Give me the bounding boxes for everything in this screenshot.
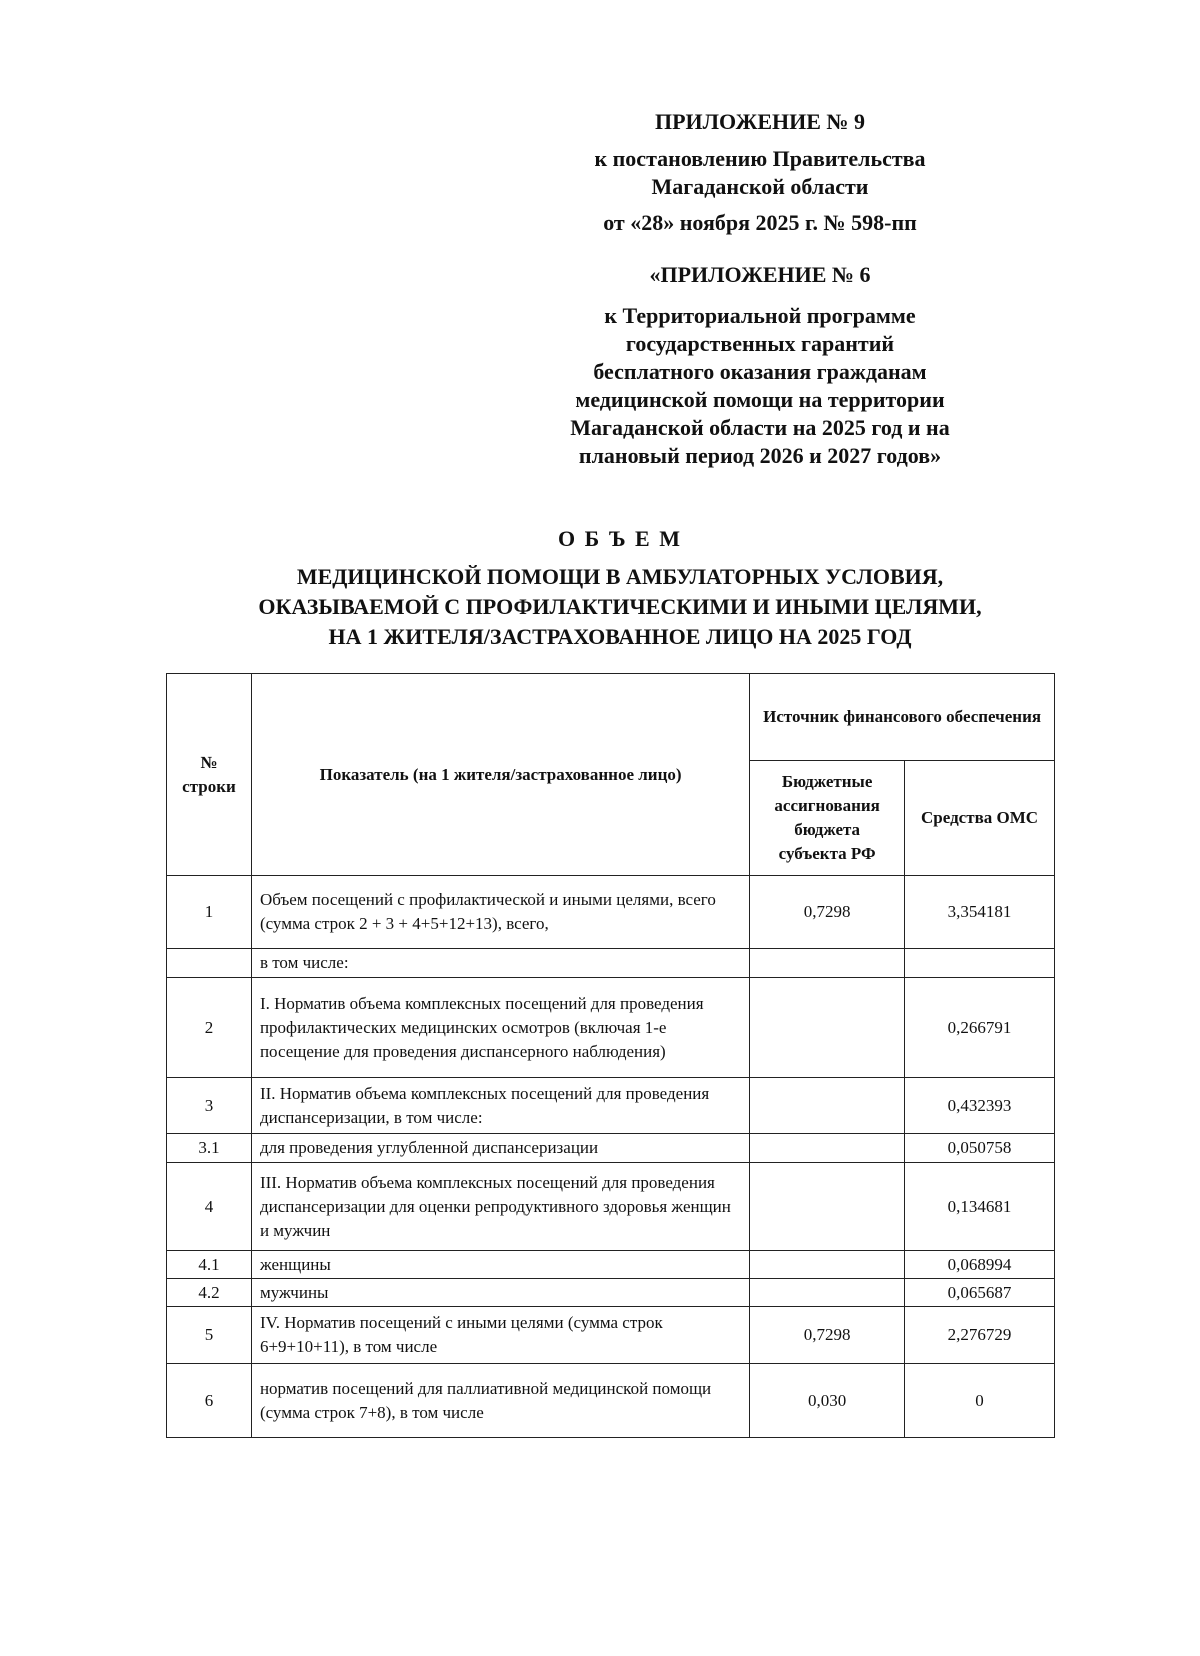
row-budget-value [750,1279,905,1307]
program-line: бесплатного оказания гражданам [593,359,927,384]
program-line: плановый период 2026 и 2027 годов» [578,443,942,468]
row-indicator: мужчины [251,1279,749,1307]
row-number: 3.1 [167,1134,252,1163]
row-budget-value: 0,030 [750,1364,905,1438]
appendix-9-heading: ПРИЛОЖЕНИЕ № 9 [654,109,866,134]
program-line: к Территориальной программе [604,303,916,328]
table-row [167,1251,1055,1279]
row-budget-value [750,949,905,978]
row-budget-value [750,1078,905,1134]
title-line: ОКАЗЫВАЕМОЙ С ПРОФИЛАКТИЧЕСКИМИ И ИНЫМИ ЦЕЛЯМИ, [258,594,982,619]
row-number: 4.1 [167,1251,252,1279]
row-budget-value [750,1251,905,1279]
decree-line: Магаданской области [651,174,869,199]
row-indicator: женщины [251,1251,749,1279]
row-indicator: в том числе: [251,949,749,978]
row-number: 4 [167,1163,252,1251]
row-oms-value: 2,276729 [905,1307,1055,1364]
row-oms-value: 0,068994 [905,1251,1055,1279]
row-oms-value: 0 [905,1364,1055,1438]
row-number: 2 [167,978,252,1078]
decree-line: к постановлению Правительства [594,146,926,171]
table-row [167,1078,1055,1134]
table-row [167,1163,1055,1251]
header-row-number: № строки [167,674,252,876]
row-indicator: норматив посещений для паллиативной медицинской помощи (сумма строк 7+8), в том числе [251,1364,749,1438]
row-indicator: IV. Норматив посещений с иными целями (сумма строк 6+9+10+11), в том числе [251,1307,749,1364]
row-number: 1 [167,876,252,949]
row-oms-value: 0,266791 [905,978,1055,1078]
title-line: НА 1 ЖИТЕЛЯ/ЗАСТРАХОВАННОЕ ЛИЦО НА 2025 ГОД [328,624,912,649]
title-line: МЕДИЦИНСКОЙ ПОМОЩИ В АМБУЛАТОРНЫХ УСЛОВИЯ, [296,564,944,589]
header-budget: Бюджетные ассигнования бюджета субъекта РФ [750,761,905,876]
program-line: государственных гарантий [625,331,895,356]
table-row [167,1307,1055,1364]
appendix-6-heading: «ПРИЛОЖЕНИЕ № 6 [649,262,871,287]
row-oms-value [905,949,1055,978]
program-line: Магаданской области на 2025 год и на [570,415,950,440]
row-number: 4.2 [167,1279,252,1307]
row-budget-value: 0,7298 [750,876,905,949]
row-indicator: II. Норматив объема комплексных посещений для проведения диспансеризации, в том числе: [251,1078,749,1134]
table-row [167,1134,1055,1163]
row-indicator: III. Норматив объема комплексных посещений для проведения диспансеризации для оценки репродуктивного здоровья женщин и мужчин [251,1163,749,1251]
row-indicator: I. Норматив объема комплексных посещений для проведения профилактических медицинских осмотров (включая 1-е посещение для проведения диспансерного наблюдения) [251,978,749,1078]
row-oms-value: 0,050758 [905,1134,1055,1163]
row-oms-value: 0,432393 [905,1078,1055,1134]
row-oms-value: 0,134681 [905,1163,1055,1251]
table-row [167,949,1055,978]
decree-date: от «28» ноября 2025 г. № 598-пп [603,210,917,235]
table-row [167,1279,1055,1307]
table-row [167,876,1055,949]
row-number [167,949,252,978]
row-oms-value: 0,065687 [905,1279,1055,1307]
program-line: медицинской помощи на территории [575,387,945,412]
row-budget-value [750,1163,905,1251]
row-budget-value: 0,7298 [750,1307,905,1364]
header-indicator: Показатель (на 1 жителя/застрахованное лицо) [251,674,749,876]
row-number: 6 [167,1364,252,1438]
row-indicator: для проведения углубленной диспансеризации [251,1134,749,1163]
table-row [167,1364,1055,1438]
table-row [167,978,1055,1078]
header-funding-source: Источник финансового обеспечения [750,674,1055,761]
row-oms-value: 3,354181 [905,876,1055,949]
header-oms: Средства ОМС [905,761,1055,876]
row-indicator: Объем посещений с профилактической и иными целями, всего (сумма строк 2 + 3 + 4+5+12+13), всего, [251,876,749,949]
row-number: 3 [167,1078,252,1134]
volume-table [166,673,1055,1438]
document-title: О Б Ъ Е М [558,526,682,551]
row-number: 5 [167,1307,252,1364]
row-budget-value [750,978,905,1078]
row-budget-value [750,1134,905,1163]
